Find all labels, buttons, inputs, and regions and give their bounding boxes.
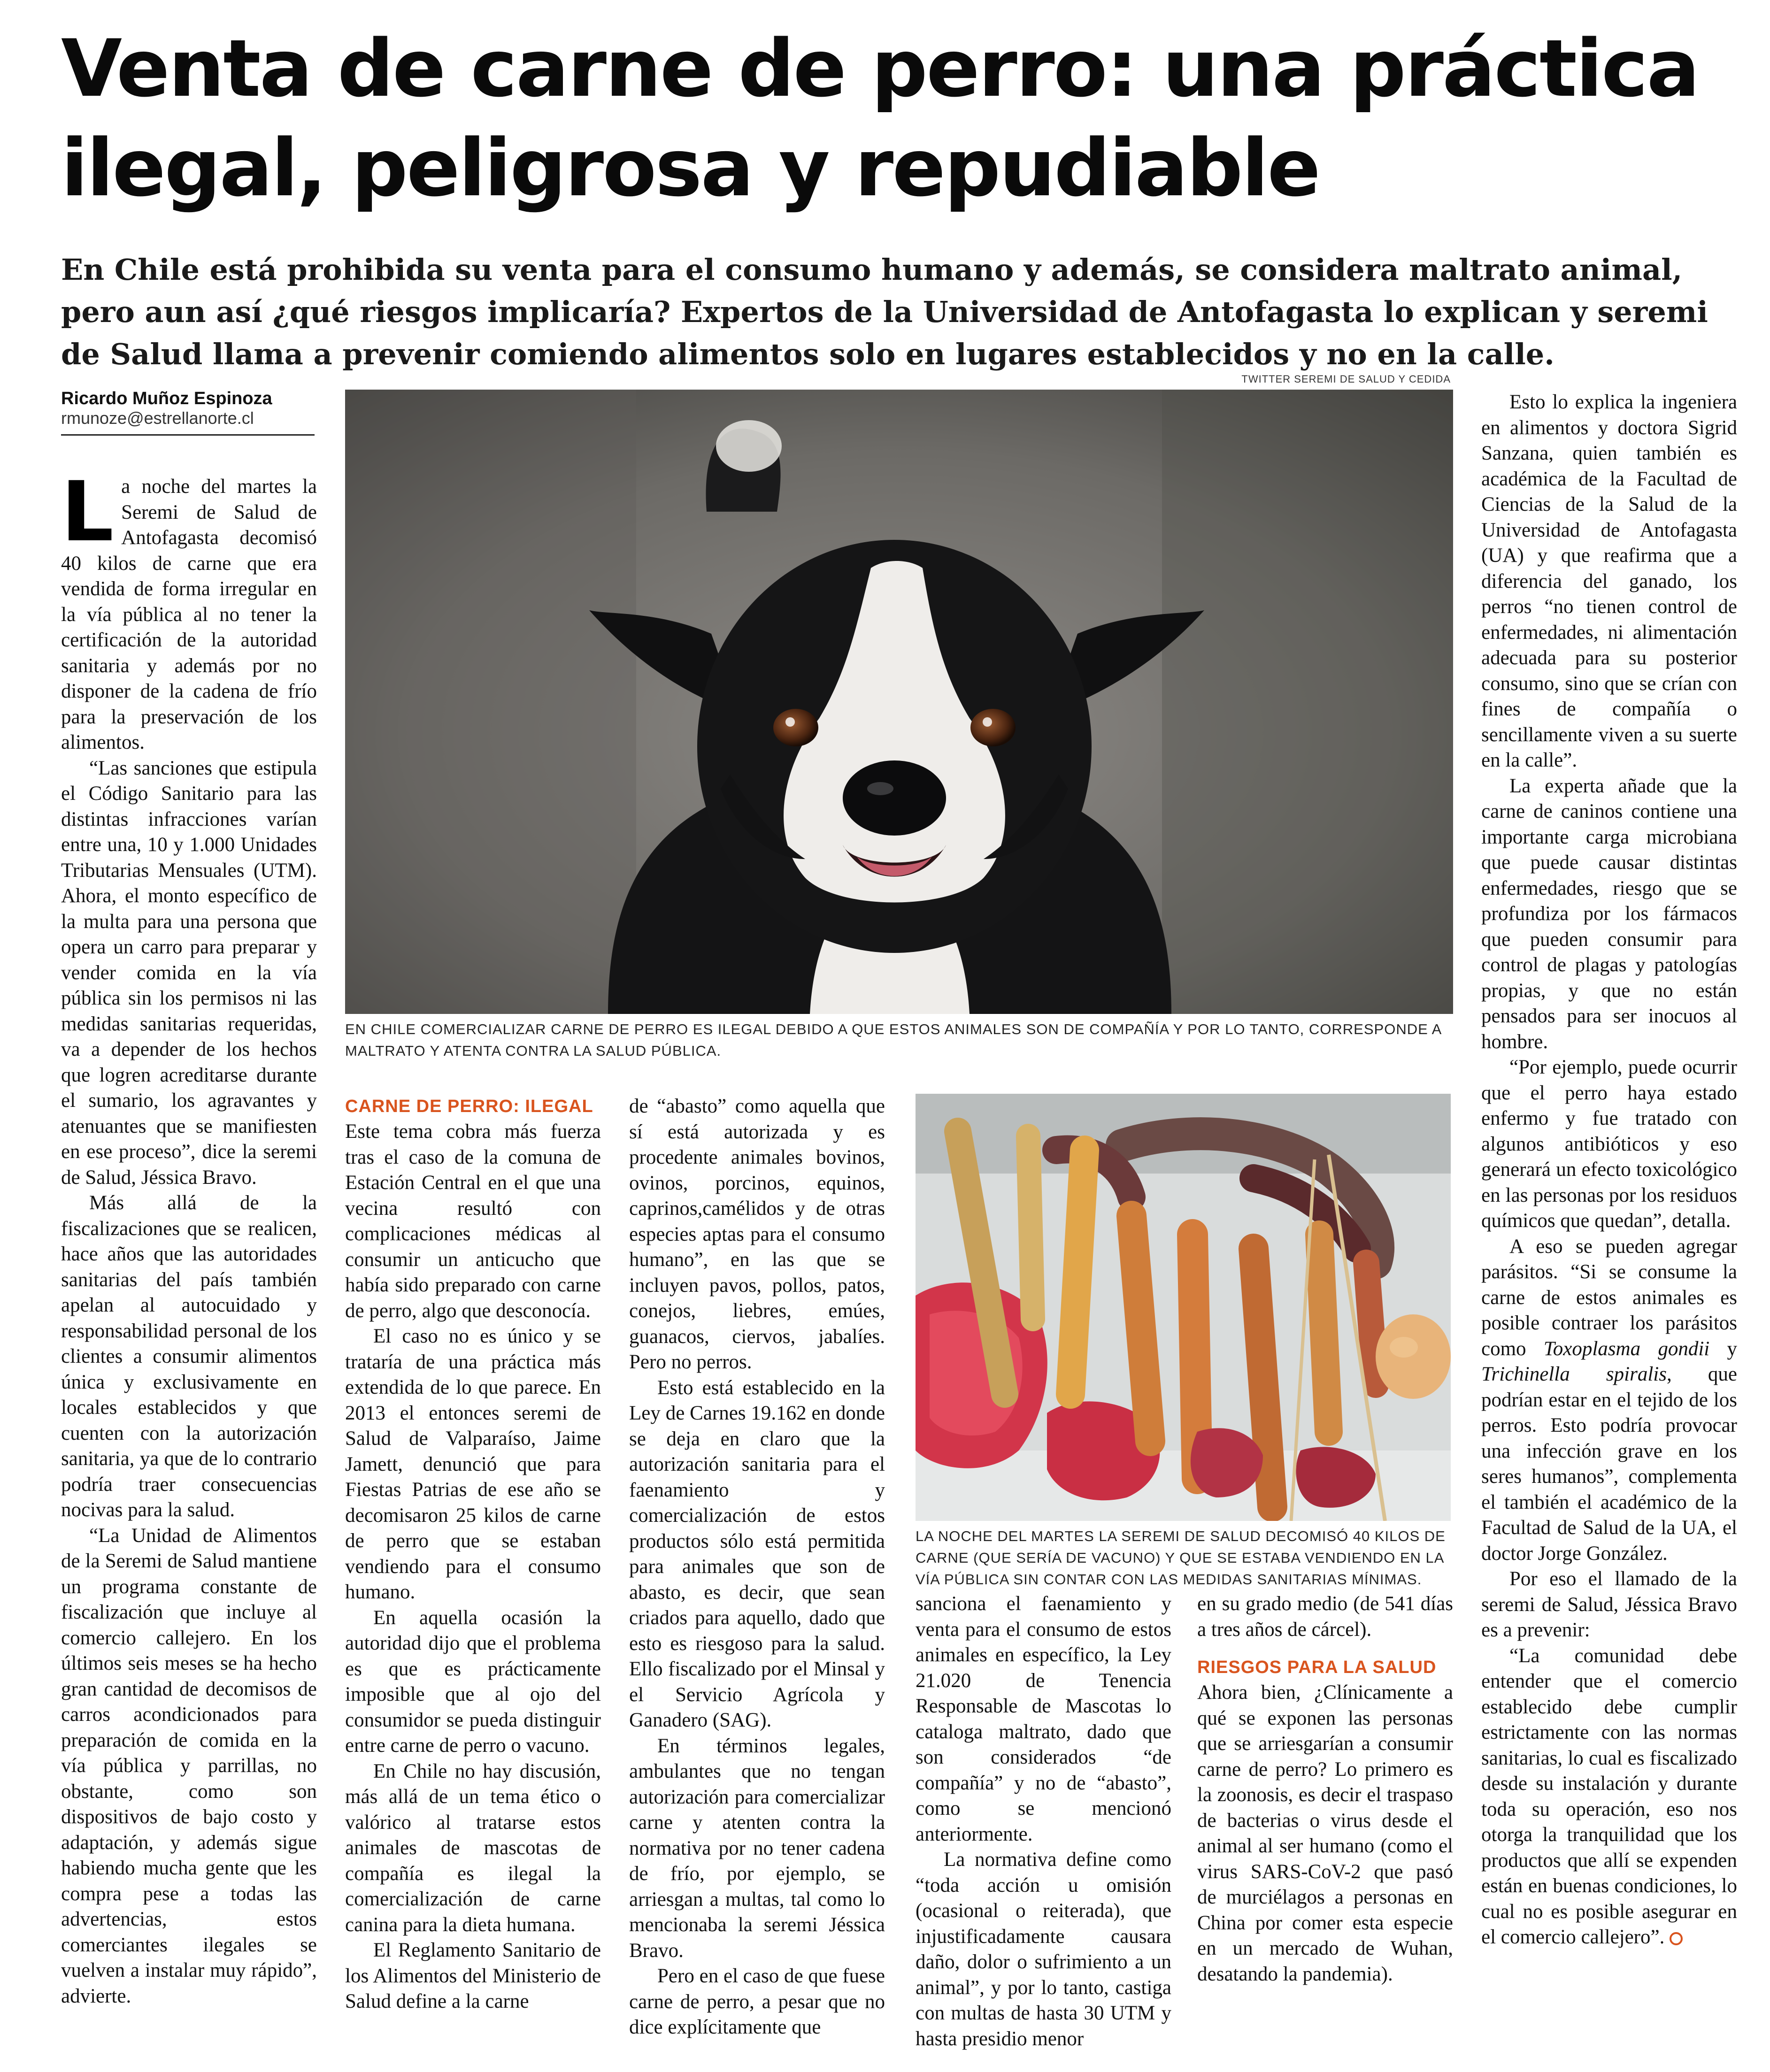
photo2-caption: LA NOCHE DEL MARTES LA SEREMI DE SALUD DECOMISÓ 40 KILOS DE CARNE (QUE SERÍA DE VACUNO) Y QUE SE ESTABA VENDIENDO EN LA VÍA PÚBLICA SIN CONTAR CON LAS MEDIDAS SANITARIAS MÍNIMAS. [916,1528,1446,1588]
col2-p5: El Reglamento Sanitario de los Alimentos del Ministerio de Salud define a la carne [345,1939,601,2012]
col1-p4: “La Unidad de Alimentos de la Seremi de Salud mantiene un programa constante de fiscalización que incluye al comercio callejero. En los últimos seis meses se ha hecho gran cantidad de decomisos de carros acondicionados para preparación de comida en la vía pública y parrillas, no obstante, como son dispositivos de bajo costo y adaptación, y además sigue habiendo mucha gente que les compra pese a todas las advertencias, estos comerciantes ilegales se vuelven a instalar muy rápido”, advierte. [61,1524,317,2007]
subhead-riesgos: RIESGOS PARA LA SALUD [1197,1658,1437,1677]
column-3 [629,1094,885,2041]
photo-credit: TWITTER SEREMI DE SALUD Y CEDIDA [1241,373,1451,385]
column-4 [916,1591,1171,2052]
headline [61,19,1704,218]
column-5 [1197,1591,1453,1987]
byline-email: rmunoze@estrellanorte.cl [61,408,254,428]
col2-p1: Este tema cobra más fuerza tras el caso de la comuna de Estación Central en el que una vecina resultó con complicaciones médicas al consumir un anticucho que había sido preparado con carne de perro, algo que desconocía. [345,1120,601,1322]
byline-divider [61,434,315,436]
col1-p2: “Las sanciones que estipula el Código Sanitario para las distintas infracciones varían entre una, 10 y 1.000 Unidades Tributarias Mensuales (UTM). Ahora, el monto específico de la multa para una persona que opera un carro para preparar y vender comida en la vía pública sin los permisos ni las medidas sanitarias requeridas, va a depender de los hechos que logren acreditarse durante el sumario, los agravantes y atenuantes que se manifiesten en ese proceso”, dice la seremi de Salud, Jéssica Bravo. [61,757,317,1189]
subhead-ilegal: CARNE DE PERRO: ILEGAL [345,1097,593,1116]
deck: En Chile está prohibida su venta para el consumo humano y además, se considera maltrato animal, pero aun así ¿qué riesgos implicaría? Expertos de la Universidad de Antofagasta lo explican y seremi de Salud llama a prevenir comiendo alimentos solo en lugares establecidos y no en la calle. [61,253,1708,371]
headline-line-2: ilegal, peligrosa y repudiable [61,122,1320,214]
col6-p3: “Por ejemplo, puede ocurrir que el perro haya estado enfermo y fue tratado con algunos antibióticos y eso generará un efecto toxicológico en las personas por los residuos químicos que quedan”, detalla. [1481,1056,1737,1232]
col6-p4: A eso se pueden agregar parásitos. “Si se consume la carne de estos animales es posible contraer los parásitos como Toxoplasma gondii y Trichinella spiralis, que podrían estar en el tejido de los perros. Esto podría provocar una infección grave en los seres humanos”, complementa el también el académico de la Facultad de Salud de la UA, el doctor Jorge González. [1481,1235,1737,1565]
col4-p2: La normativa define como “toda acción u omisión (ocasional o reiterada), que injustificadamente causara daño, dolor o sufrimiento a un animal”, y por lo tanto, castiga con multas de hasta 30 UTM y hasta presidio menor [916,1849,1171,2050]
col2-p4: En Chile no hay discusión, más allá de un tema ético o valórico al tratarse estos animales de mascotas de compañía es ilegal la comercialización de carne canina para la dieta humana. [345,1760,601,1936]
dog-photo-illustration [345,390,1453,1014]
column-2 [345,1094,601,2015]
col1-p1: a noche del martes la Seremi de Salud de Antofagasta decomisó 40 kilos de carne que era vendida de forma irregular en la vía pública al no tener la certificación de la autoridad sanitaria y además por no disponer de la cadena de frío para la preservación de los alimentos. [61,476,317,753]
col6-p6: “La comunidad debe entender que el comercio establecido debe cumplir estrictamente con las normas sanitarias, lo cual es fiscalizado desde su instalación y durante toda su operación, eso nos otorga la tranquilidad que los productos que allí se expenden están en buenas condiciones, lo cual no es posible asegurar en el comercio callejero”. [1481,1644,1737,1948]
col5-p2: Ahora bien, ¿Clínicamente a qué se exponen las personas que se arriesgarían a consumir carne de perro? Lo primero es la zoonosis, es decir el traspaso de bacterias o virus desde el animal al ser humano (como el virus SARS-CoV-2 que pasó de murciélagos a personas en China por comer esta especie en un mercado de Wuhan, desatando la pandemia). [1197,1681,1453,1985]
dog-photo [345,390,1453,1014]
col6-p5: Por eso el llamado de la seremi de Salud, Jéssica Bravo es a prevenir: [1481,1568,1737,1641]
col2-p2: El caso no es único y se trataría de una práctica más extendida de lo que parece. En 2013 el entonces seremi de Salud de Valparaíso, Jaime Jamett, denunció que para Fiestas Patrias de ese año se decomisaron 25 kilos de carne de perro que se estaban vendiendo para el consumo humano. [345,1325,601,1603]
meat-photo [916,1094,1451,1521]
col3-p3: En términos legales, ambulantes que no tengan autorización para comercializar carne y atenten contra la normativa por no tener cadena de frío, por ejemplo, se arriesgan a multas, tal como lo mencionaba la seremi Jéssica Bravo. [629,1734,885,1962]
col4-p1: sanciona el faenamiento y venta para el consumo de estos animales en específico, la Ley 21.020 de Tenencia Responsable de Mascotas lo cataloga maltrato, dado que son considerados “de compañía” y no de “abasto”, como se mencionó anteriormente. [916,1593,1171,1845]
drop-cap: L [61,464,114,560]
meat-photo-illustration [916,1094,1451,1521]
species-toxoplasma: Toxoplasma gondii [1543,1337,1710,1360]
species-trichinella: Trichinella spiralis [1481,1363,1667,1385]
col3-p4: Pero en el caso de que fuese carne de perro, a pesar que no dice explícitamente que [629,1965,885,2038]
col1-p3: Más allá de la fiscalizaciones que se realicen, hace años que las autoridades sanitarias del país también apelan al autocuidado y responsabilidad personal de los clientes a consumir alimentos única y exclusivamente en locales establecidos y que cuenten con la autorización sanitaria, ya que de lo contrario podría traer consecuencias nocivas para la salud. [61,1192,317,1521]
col3-p2: Esto está establecido en la Ley de Carnes 19.162 en donde se deja en claro que la autorización sanitaria para el faenamiento y comercialización de estos productos sólo está permitida para animales que son de abasto, es decir, que sean criados para aquello, dado que esto es riesgoso para la salud. Ello fiscalizado por el Minsal y el Servicio Agrícola y Ganadero (SAG). [629,1376,885,1731]
column-1 [61,464,317,2009]
col3-p1: de “abasto” como aquella que sí está autorizada y es procedente animales bovinos, ovinos, porcinos, equinos, caprinos,camélidos y de otras especies aptas para el consumo humano”, en las que se incluyen pavos, pollos, patos, conejos, liebres, emúes, guanacos, ciervos, jabalíes. Pero no perros. [629,1095,885,1373]
col2-p3: En aquella ocasión la autoridad dijo que el problema es que es prácticamente imposible que al ojo del consumidor se pueda distinguir entre carne de perro o vacuno. [345,1606,601,1757]
col6-p1: Esto lo explica la ingeniera en alimentos y doctora Sigrid Sanzana, quien también es académica de la Facultad de Ciencias de la Salud de la Universidad de Antofagasta (UA) y que reafirma que a diferencia del ganado, los perros “no tienen control de enfermedades, ni alimentación adecuada para su posterior consumo, sino que se crían con fines de compañía o sencillamente viven a su suerte en la calle”. [1481,391,1737,771]
byline-author: Ricardo Muñoz Espinoza [61,389,272,408]
end-mark-icon [1670,1932,1683,1945]
col6-p2: La experta añade que la carne de caninos contiene una importante carga microbiana que puede causar distintas enfermedades, riesgo que se profundiza por los fármacos que pueden consumir para control de plagas y patologías propias, y que no están pensados para ser inocuos al hombre. [1481,775,1737,1053]
column-6 [1481,390,1737,1950]
col5-p1: en su grado medio (de 541 días a tres años de cárcel). [1197,1593,1453,1641]
photo1-caption: EN CHILE COMERCIALIZAR CARNE DE PERRO ES ILEGAL DEBIDO A QUE ESTOS ANIMALES SON DE COMPAÑÍA Y POR LO TANTO, CORRESPONDE A MALTRATO Y ATENTA CONTRA LA SALUD PÚBLICA. [345,1021,1441,1059]
headline-line-1: Venta de carne de perro: una práctica [61,23,1699,115]
